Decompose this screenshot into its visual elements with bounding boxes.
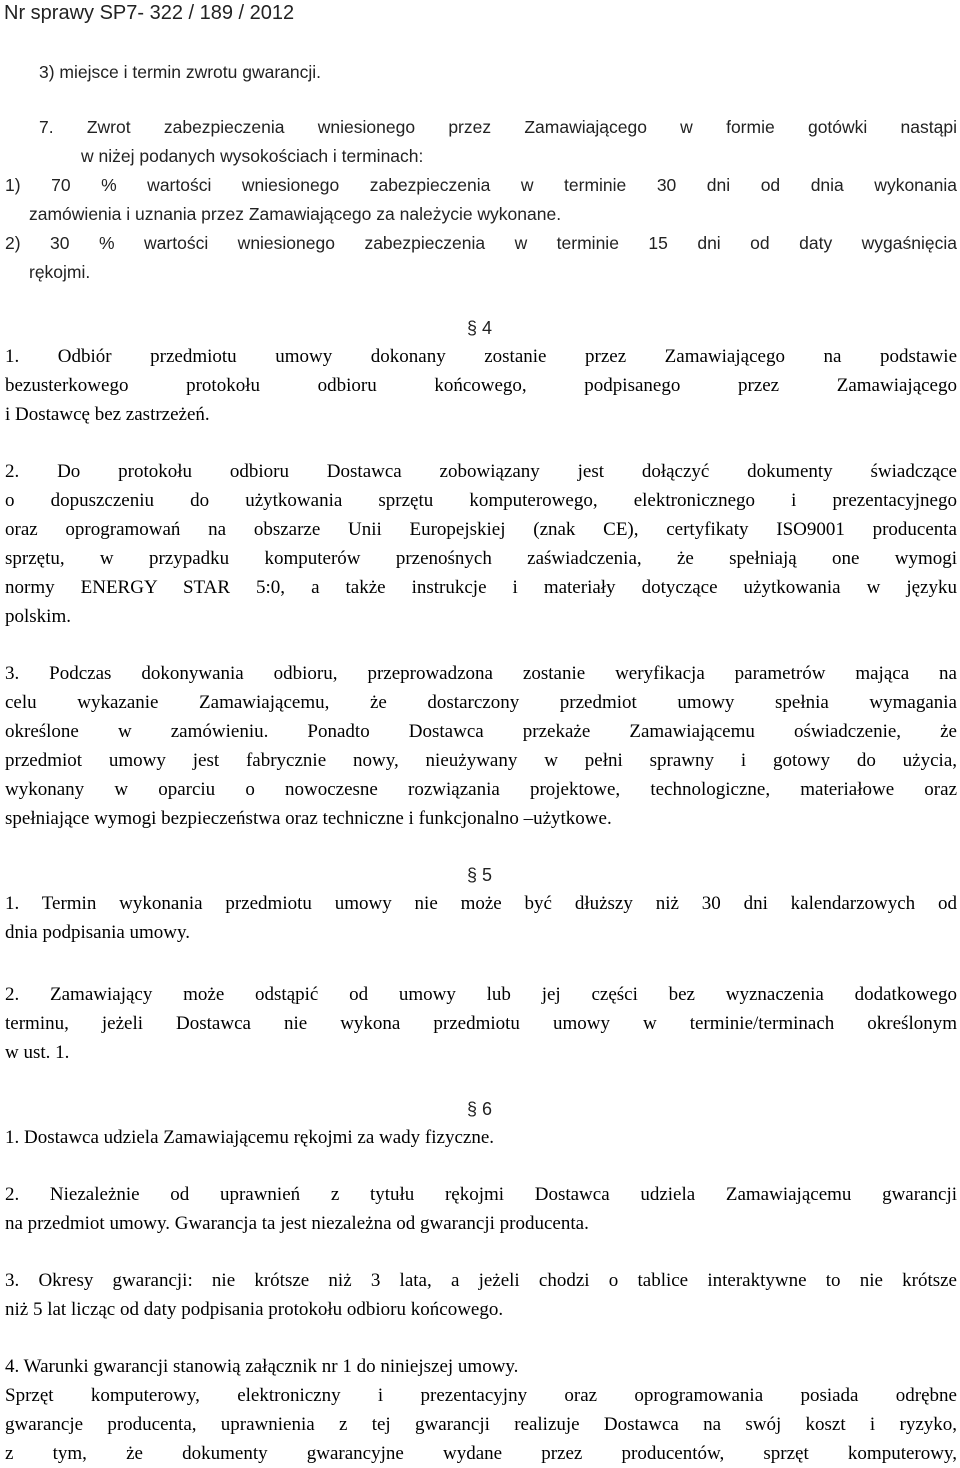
paragraph-line: na przedmiot umowy. Gwarancja ta jest niezależna od gwarancji producenta. <box>5 1213 589 1234</box>
paragraph-line: oraz oprogramowań na obszarze Unii Europejskiej (znak CE), certyfikaty ISO9001 producenta <box>5 519 957 540</box>
paragraph-line: bezusterkowego protokołu odbioru końcowego, podpisanego przez Zamawiającego <box>5 375 957 396</box>
paragraph-line: w niżej podanych wysokościach i terminach: <box>81 146 424 166</box>
section-heading-5: § 5 <box>467 865 493 885</box>
paragraph-line: o dopuszczeniu do użytkowania sprzętu komputerowego, elektronicznego i prezentacyjnego <box>5 490 957 511</box>
section-heading-6: § 6 <box>467 1099 493 1119</box>
paragraph-line: normy ENERGY STAR 5:0, a także instrukcje i materiały dotyczące użytkowania w języku <box>5 577 957 598</box>
paragraph-line: spełniające wymogi bezpieczeństwa oraz techniczne i funkcjonalno –użytkowe. <box>5 808 612 829</box>
paragraph-line: 1. Dostawca udziela Zamawiającemu rękojmi za wady fizyczne. <box>5 1127 495 1148</box>
section-heading-4: § 4 <box>467 318 493 338</box>
paragraph-line: dnia podpisania umowy. <box>5 922 191 943</box>
paragraph-line: przedmiot umowy jest fabrycznie nowy, nieużywany w pełni sprawny i gotowy do użycia, <box>5 750 957 771</box>
paragraph-line: 2. Do protokołu odbioru Dostawca zobowiązany jest dołączyć dokumenty świadczące <box>5 461 957 482</box>
paragraph-line: z tym, że dokumenty gwarancyjne wydane przez producentów, sprzęt komputerowy, <box>5 1443 957 1464</box>
paragraph-line: wykonany w oparciu o nowoczesne rozwiązania projektowe, technologiczne, materiałowe oraz <box>5 779 957 800</box>
paragraph-line: sprzętu, w przypadku komputerów przenośnych zaświadczenia, że spełniają one wymogi <box>5 548 957 569</box>
paragraph-line: 2) 30 % wartości wniesionego zabezpieczenia w terminie 15 dni od daty wygaśnięcia <box>5 233 957 253</box>
paragraph-line: terminu, jeżeli Dostawca nie wykona przedmiotu umowy w terminie/terminach określonym <box>5 1013 957 1034</box>
paragraph-line: w ust. 1. <box>5 1042 70 1063</box>
paragraph-line: 3. Okresy gwarancji: nie krótsze niż 3 lata, a jeżeli chodzi o tablice interaktywne to nie krótsze <box>5 1270 957 1291</box>
paragraph-line: 4. Warunki gwarancji stanowią załącznik nr 1 do niniejszej umowy. <box>5 1356 519 1377</box>
paragraph-line: celu wykazanie Zamawiającemu, że dostarczony przedmiot umowy spełnia wymagania <box>5 692 957 713</box>
paragraph-line: rękojmi. <box>29 262 91 282</box>
paragraph-line: gwarancje producenta, uprawnienia z tej gwarancji realizuje Dostawca na swój koszt i ryzyko, <box>5 1414 957 1435</box>
paragraph-line: Sprzęt komputerowy, elektroniczny i prezentacyjny oraz oprogramowania posiada odrębne <box>5 1385 957 1406</box>
paragraph-line: 1. Termin wykonania przedmiotu umowy nie może być dłuższy niż 30 dni kalendarzowych od <box>5 893 957 914</box>
case-number-header: Nr sprawy SP7- 322 / 189 / 2012 <box>4 2 295 24</box>
paragraph-line: 3) miejsce i termin zwrotu gwarancji. <box>39 62 322 82</box>
paragraph-line: 2. Niezależnie od uprawnień z tytułu rękojmi Dostawca udziela Zamawiającemu gwarancji <box>5 1184 957 1205</box>
paragraph-line: 2. Zamawiający może odstąpić od umowy lub jej części bez wyznaczenia dodatkowego <box>5 984 957 1005</box>
paragraph-line: i Dostawcę bez zastrzeżeń. <box>5 404 210 425</box>
paragraph-line: określone w zamówieniu. Ponadto Dostawca przekaże Zamawiającemu oświadczenie, że <box>5 721 957 742</box>
paragraph-line: 7. Zwrot zabezpieczenia wniesionego przez Zamawiającego w formie gotówki nastąpi <box>39 117 957 137</box>
paragraph-line: zamówienia i uznania przez Zamawiającego za należycie wykonane. <box>29 204 562 224</box>
paragraph-line: polskim. <box>5 606 71 627</box>
paragraph-line: niż 5 lat licząc od daty podpisania protokołu odbioru końcowego. <box>5 1299 504 1320</box>
paragraph-line: 1) 70 % wartości wniesionego zabezpieczenia w terminie 30 dni od dnia wykonania <box>5 175 957 195</box>
paragraph-line: 1. Odbiór przedmiotu umowy dokonany zostanie przez Zamawiającego na podstawie <box>5 346 957 367</box>
paragraph-line: 3. Podczas dokonywania odbioru, przeprowadzona zostanie weryfikacja parametrów mająca na <box>5 663 957 684</box>
